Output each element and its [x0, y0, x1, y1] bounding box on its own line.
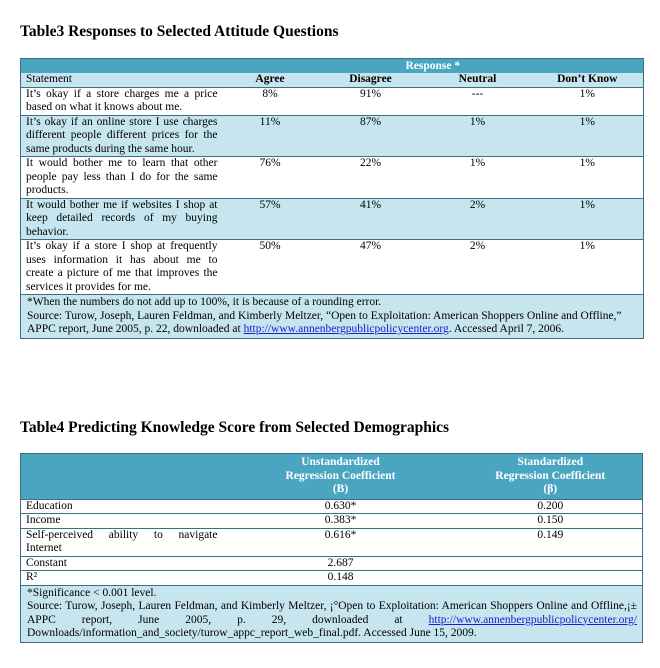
b-cell: 0.630* — [223, 499, 459, 514]
source-accessed: . Accessed April 7, 2006. — [448, 323, 565, 335]
neutral-cell: 1% — [424, 115, 532, 157]
regression-table — [20, 453, 643, 643]
beta-cell — [459, 571, 643, 586]
col-neutral: Neutral — [424, 73, 532, 87]
source-text: Source: Turow, Joseph, Lauren Feldman, and Kimberly Meltzer, “Open to Exploitation: American Shoppers Online and Offline,” APPC report, June 2005, p. 22, downloaded at — [27, 309, 622, 335]
statement-cell: It would bother me to learn that other people pay less than I do for the same products. — [21, 157, 223, 199]
disagree-cell: 91% — [318, 87, 424, 115]
disagree-cell: 41% — [318, 198, 424, 240]
agree-cell: 8% — [223, 87, 318, 115]
rounding-note: *When the numbers do not add up to 100%, it is because of a rounding error. — [27, 296, 382, 308]
col-statement: Statement — [21, 73, 223, 87]
source-text: Source: Turow, Joseph, Lauren Feldman, and Kimberly Meltzer, ¡°Open to Exploitation: American Shoppers Online and Offline,¡± APPC report, June 2005, p. 29, downloaded at — [27, 600, 637, 626]
table-row — [21, 240, 644, 295]
col-agree: Agree — [223, 73, 318, 87]
table3-source — [27, 310, 638, 337]
predictor-label: Self-perceived ability to navigate Internet — [21, 528, 223, 556]
table4-header-row — [21, 454, 643, 500]
b-cell: 0.616* — [223, 528, 459, 556]
neutral-cell: 1% — [424, 157, 532, 199]
b-cell: 0.383* — [223, 514, 459, 529]
source-link[interactable]: http://www.annenbergpublicpolicycenter.org — [243, 323, 449, 335]
significance-note: *Significance < 0.001 level. — [27, 586, 157, 599]
dont-know-cell: 1% — [532, 87, 644, 115]
agree-cell: 57% — [223, 198, 318, 240]
agree-cell: 11% — [223, 115, 318, 157]
table-row — [21, 499, 643, 514]
source-accessed: Downloads/information_and_society/turow_appc_report_web_final.pdf. Accessed June 15, 2009. — [27, 627, 477, 639]
predictor-label: R² — [21, 571, 223, 586]
disagree-cell: 87% — [318, 115, 424, 157]
table3-title: Table3 Responses to Selected Attitude Questions — [20, 23, 339, 40]
statement-cell: It’s okay if a store I shop at frequently uses information it has about me to create a picture of me that improves the services it provides for me. — [21, 240, 223, 295]
table-row — [21, 87, 644, 115]
col-disagree: Disagree — [318, 73, 424, 87]
predictor-label: Income — [21, 514, 223, 529]
dont-know-cell: 1% — [532, 240, 644, 295]
dont-know-cell: 1% — [532, 198, 644, 240]
table-row — [21, 157, 644, 199]
predictor-label: Education — [21, 499, 223, 514]
agree-cell: 50% — [223, 240, 318, 295]
beta-cell: 0.150 — [459, 514, 643, 529]
b-cell: 2.687 — [223, 556, 459, 571]
table3-note-row — [21, 295, 644, 339]
table-row — [21, 115, 644, 157]
beta-cell — [459, 556, 643, 571]
table-row — [21, 198, 644, 240]
table-row — [21, 571, 643, 586]
table4-note — [21, 585, 643, 642]
table4-source — [27, 600, 637, 641]
agree-cell: 76% — [223, 157, 318, 199]
beta-cell: 0.149 — [459, 528, 643, 556]
response-group-header: Response * — [223, 59, 644, 74]
source-link[interactable]: http://www.annenbergpublicpolicycenter.org/ — [428, 613, 637, 626]
table4-note-row — [21, 585, 643, 642]
attitude-table — [20, 58, 644, 339]
statement-cell: It would bother me if websites I shop at keep detailed records of my buying behavior. — [21, 198, 223, 240]
predictor-label: Constant — [21, 556, 223, 571]
statement-cell: It’s okay if a store charges me a price based on what it knows about me. — [21, 87, 223, 115]
table4-title: Table4 Predicting Knowledge Score from Selected Demographics — [20, 419, 450, 436]
neutral-cell: 2% — [424, 198, 532, 240]
disagree-cell: 47% — [318, 240, 424, 295]
col-standardized: Standardized Regression Coefficient (β) — [495, 456, 606, 495]
neutral-cell: --- — [424, 87, 532, 115]
statement-cell: It’s okay if an online store I use charges different people different prices for the same products during the same hour. — [21, 115, 223, 157]
table-row — [21, 514, 643, 529]
col-unstandardized: Unstandardized Regression Coefficient (B) — [285, 456, 396, 495]
disagree-cell: 22% — [318, 157, 424, 199]
table-row — [21, 556, 643, 571]
col-dont-know: Don’t Know — [532, 73, 644, 87]
table3-note — [21, 295, 644, 339]
b-cell: 0.148 — [223, 571, 459, 586]
dont-know-cell: 1% — [532, 115, 644, 157]
neutral-cell: 2% — [424, 240, 532, 295]
table-row — [21, 528, 643, 556]
beta-cell: 0.200 — [459, 499, 643, 514]
table3-column-header-row — [21, 73, 644, 87]
dont-know-cell: 1% — [532, 157, 644, 199]
table3-group-header-row — [21, 59, 644, 74]
